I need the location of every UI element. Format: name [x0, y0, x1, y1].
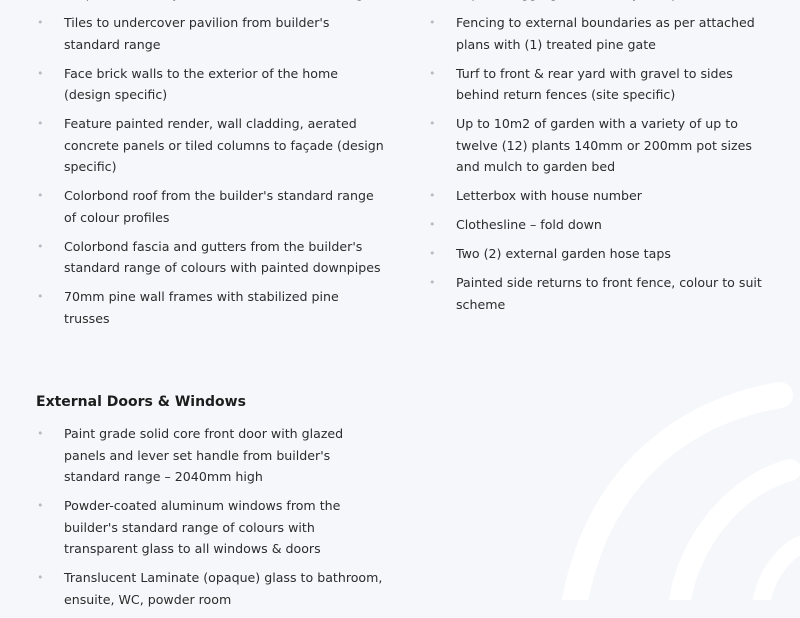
list-item: • Two (2) external garden hose taps	[428, 243, 768, 265]
list-item: • Painted side returns to front fence, colour to suit scheme	[428, 272, 768, 315]
bullet-icon	[37, 0, 44, 5]
list-item: • Tiles to undercover pavilion from builder's standard range	[36, 12, 386, 55]
bullet-icon: •	[429, 189, 436, 202]
list-item: • Up to 10m2 of garden with a variety of up to twelve (12) plants 140mm or 200mm pot sizes and mulch to garden bed	[428, 113, 768, 178]
bullet-icon: •	[37, 239, 44, 253]
bullet-icon: •	[429, 117, 436, 130]
bullet-icon: •	[37, 66, 44, 80]
list-item: • Clothesline – fold down	[428, 214, 768, 236]
list-item: • Face brick walls to the exterior of the home (design specific)	[36, 63, 386, 106]
bullet-icon: •	[37, 499, 44, 512]
bullet-icon: •	[37, 571, 44, 584]
list-item: • Turf to front & rear yard with gravel to sides behind return fences (site specific)	[428, 63, 768, 106]
bullet-icon: •	[37, 16, 44, 29]
bullet-icon: •	[37, 427, 44, 440]
list-item: • Letterbox with house number	[428, 185, 768, 207]
bullet-icon: •	[429, 16, 436, 29]
bullet-icon: •	[429, 218, 436, 231]
bullet-icon: •	[429, 66, 436, 80]
list-item: • Powder-coated aluminum windows from the builder's standard range of colours with transparent glass to all windows & doors	[36, 495, 386, 560]
bullet-icon: •	[37, 117, 44, 130]
list-item: • Colorbond roof from the builder's standard range of colour profiles	[36, 185, 386, 228]
bullet-icon: •	[429, 276, 436, 289]
list-item: • Colorbond fascia and gutters from the builder's standard range of colours with painted downpipes	[36, 236, 386, 279]
exterior-list	[36, 0, 386, 337]
list-item: • Feature painted render, wall cladding, aerated concrete panels or tiled columns to façade (design specific)	[36, 113, 386, 178]
list-item	[428, 0, 768, 5]
list-item	[36, 0, 386, 5]
list-item: • Translucent Laminate (opaque) glass to bathroom, ensuite, WC, powder room	[36, 567, 386, 610]
bullet-icon: •	[429, 247, 436, 260]
section-heading-external-doors-windows: External Doors & Windows	[36, 394, 246, 410]
bullet-icon: •	[37, 189, 44, 202]
list-item: • 70mm pine wall frames with stabilized pine trusses	[36, 286, 386, 329]
bullet-icon	[429, 0, 436, 5]
list-item: • Fencing to external boundaries as per attached plans with (1) treated pine gate	[428, 12, 768, 55]
landscaping-list	[428, 0, 768, 323]
bullet-icon: •	[37, 290, 44, 303]
list-item: • Paint grade solid core front door with glazed panels and lever set handle from builder's standard range – 2040mm high	[36, 423, 386, 488]
doors-windows-list	[36, 423, 386, 618]
